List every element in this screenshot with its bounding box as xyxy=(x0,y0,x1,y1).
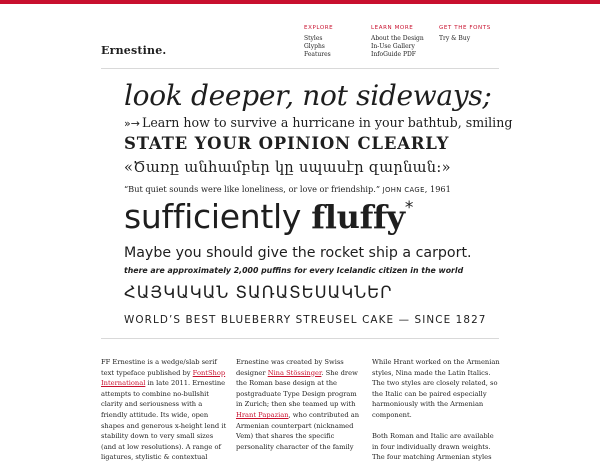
about-text: Ernestine was created by Swiss designer xyxy=(236,358,344,377)
specimen-divider xyxy=(101,338,499,339)
about-paragraph xyxy=(101,357,228,463)
specimen-quote-line xyxy=(124,184,484,194)
specimen-display-line xyxy=(124,197,484,236)
specimen-armenian-caps-line: ՀԱՅԿԱԿԱՆ ՏԱՌԱՏԵՍԱԿՆԵՐ xyxy=(124,283,393,302)
specimen-sans-line: Maybe you should give the rocket ship a carport. xyxy=(124,245,472,261)
about-column-3 xyxy=(372,357,500,474)
quote-year: , 1961 xyxy=(424,184,451,194)
nav-link-try-buy[interactable]: Try & Buy xyxy=(439,35,471,42)
specimen-caps-line: WORLD’S BEST BLUEBERRY STREUSEL CAKE — SINCE 1827 xyxy=(124,314,487,326)
nav-heading-explore: EXPLORE xyxy=(304,25,334,31)
nav-heading-get-fonts: GET THE FONTS xyxy=(439,25,491,31)
about-text: in late 2011. Ernestine attempts to combine no-bullshit clarity and seriousness with a friendly attitude. Its wide, open shapes and generous x-height lend it stability down to very small sizes (and at low resolutions). A range of ligatures, stylistic & contextual xyxy=(101,379,227,462)
fontshop-link[interactable]: FontShop International xyxy=(101,368,226,388)
asterisk-footnote-icon: * xyxy=(404,198,414,218)
nina-stossinger-link[interactable]: Nina Stössinger xyxy=(267,368,322,377)
specimen-armenian-line: «Ծառը անհամբեր կը սպասէր զարնան:» xyxy=(124,159,451,176)
nav-link-infoguide-pdf[interactable]: InfoGuide PDF xyxy=(371,51,416,58)
nav-explore xyxy=(304,25,333,59)
specimen-italic-line: look deeper, not sideways; xyxy=(124,79,492,112)
about-text: , who contributed an Armenian counterpart (nicknamed Vem) that shares the specific personality character of the family xyxy=(236,410,360,451)
quote-author: JOHN CAGE xyxy=(382,186,425,194)
specimen-regular-line xyxy=(124,115,513,130)
header-divider xyxy=(101,68,499,69)
nav-link-about-design[interactable]: About the Design xyxy=(371,35,424,42)
display-bold-word: fluffy xyxy=(311,198,405,236)
hrant-papazian-link[interactable]: Hrant Papazian xyxy=(236,410,289,419)
about-column-2 xyxy=(236,357,364,463)
site-header xyxy=(0,4,600,70)
about-paragraph: While Hrant worked on the Armenian styles, Nina made the Latin Italics. The two styles are closely related, so the Italic can be paired especially harmoniously with the Armenian component. xyxy=(372,358,500,419)
quote-text: “But quiet sounds were like loneliness, or love or friendship.” xyxy=(124,184,381,194)
nav-get-the-fonts xyxy=(439,25,491,43)
nav-learn-more xyxy=(371,25,424,59)
nav-link-glyphs[interactable]: Glyphs xyxy=(304,43,325,50)
about-column-1 xyxy=(101,357,228,474)
about-paragraph xyxy=(236,357,364,452)
specimen-bold-caps-line: STATE YOUR OPINION CLEARLY xyxy=(124,134,450,153)
site-logo[interactable]: Ernestine. xyxy=(101,44,167,57)
display-light-word: sufficiently xyxy=(124,197,302,236)
about-text: FF Ernestine is a wedge/slab serif text typeface published by xyxy=(101,358,217,377)
nav-link-features[interactable]: Features xyxy=(304,51,331,58)
about-paragraph: Both Roman and Italic are available in four individually drawn weights. The four matching Armenian styles xyxy=(372,432,494,462)
specimen-regular-text: Learn how to survive a hurricane in your bathtub, smiling xyxy=(141,115,513,130)
specimen-bold-italic-line: there are approximately 2,000 puffins for every Icelandic citizen in the world xyxy=(124,266,464,275)
nav-link-in-use-gallery[interactable]: In-Use Gallery xyxy=(371,43,415,50)
about-text: . She drew the Roman base design at the postgraduate Type Design program in Zurich; then she teamed up with xyxy=(236,368,358,409)
arrow-ligature-icon: »→ xyxy=(124,117,140,130)
nav-link-styles[interactable]: Styles xyxy=(304,35,323,42)
nav-heading-learn-more: LEARN MORE xyxy=(371,25,414,31)
